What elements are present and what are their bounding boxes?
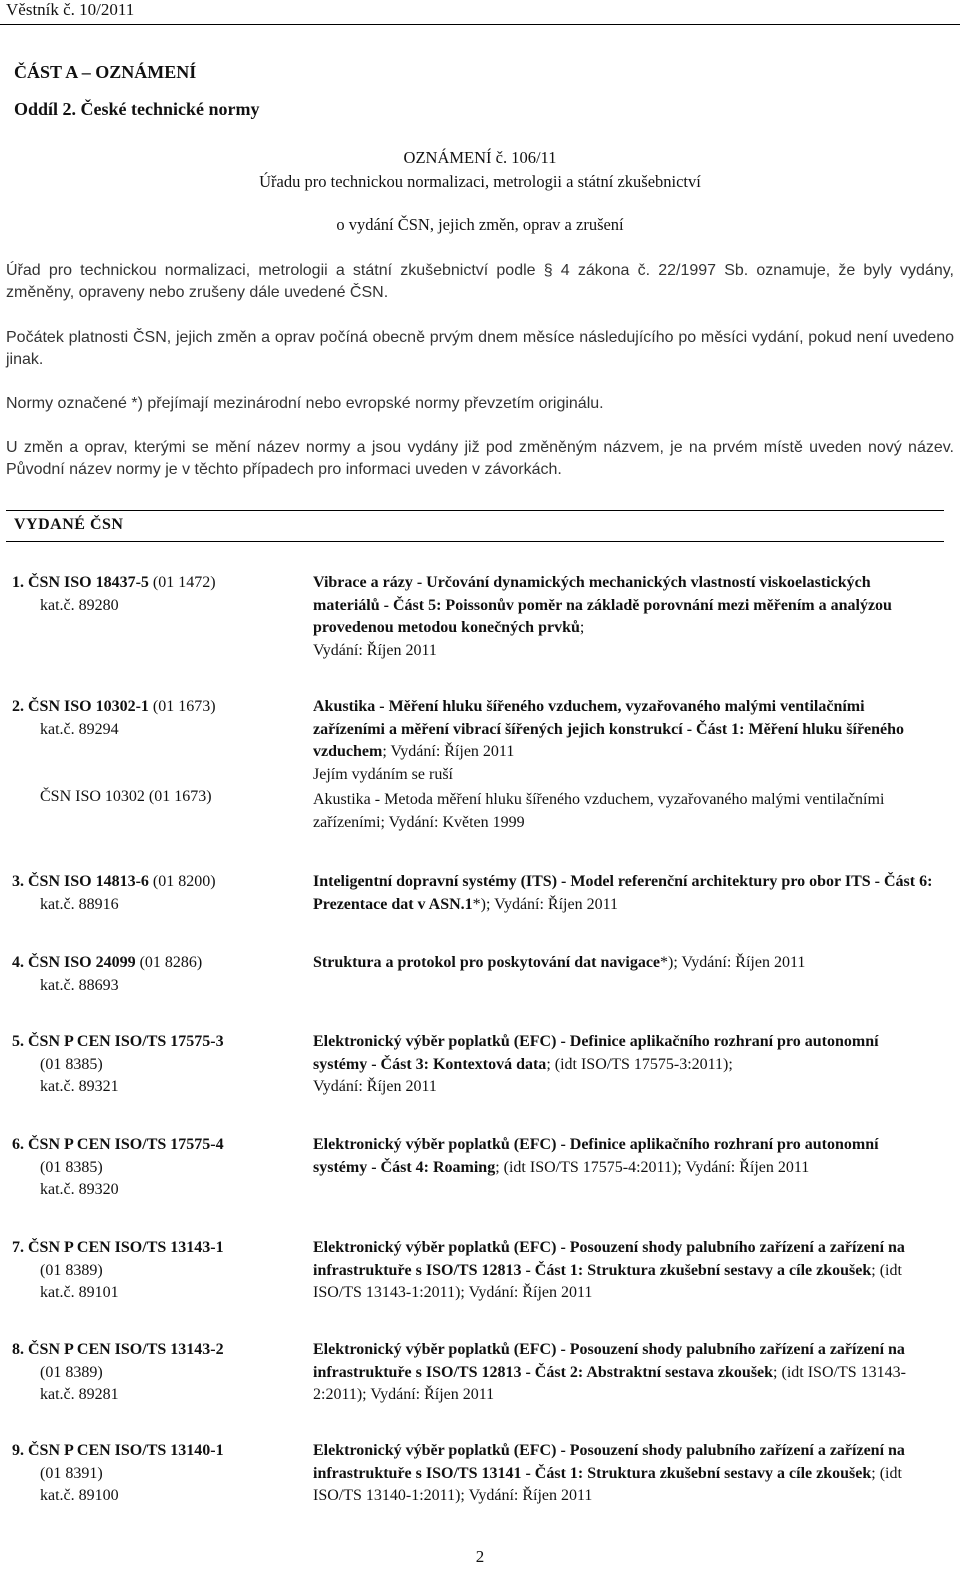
catalog-number: kat.č. 89280 (40, 596, 119, 614)
entry-identifier (12, 1237, 302, 1305)
standard-title: Elektronický výběr poplatků (EFC) - Definice aplikačního rozhraní pro autonomní systémy - Část 3: Kontextová data (313, 1033, 879, 1073)
entry-identifier (12, 1031, 302, 1099)
classification-code: (01 8391) (40, 1464, 103, 1482)
catalog-number: kat.č. 88916 (40, 895, 119, 913)
entry-description (313, 1440, 933, 1508)
page-number: 2 (475, 1547, 485, 1566)
standard-issue-info: ; (579, 619, 585, 636)
entry-description (313, 696, 933, 834)
standard-issue-info: ; (idt ISO/TS 13140-1:2011); Vydání: Říjen 2011 (313, 1464, 902, 1504)
entry-identifier (12, 1339, 302, 1407)
catalog-number: kat.č. 88693 (40, 976, 119, 994)
classification-code: (01 8286) (135, 954, 203, 971)
renaming-paragraph: U změn a oprav, kterými se mění název normy a jsou vydány již pod změněným názvem, je na prvém místě uveden nový název. Původní název normy je v těchto případech pro informaci uveden v závorkách. (6, 439, 954, 478)
standard-number: 5. ČSN P CEN ISO/TS 17575-3 (12, 1033, 224, 1050)
standard-issue-info: *); Vydání: Říjen 2011 (472, 895, 618, 913)
classification-code: (01 8385) (40, 1158, 103, 1176)
classification-code: (01 1673) (148, 698, 216, 715)
section-title: Oddíl 2. České technické normy (14, 99, 260, 119)
standard-number: 3. ČSN ISO 14813-6 (12, 873, 149, 890)
classification-code: (01 1472) (148, 574, 216, 591)
entry-description (313, 1031, 933, 1099)
entry-identifier (12, 696, 302, 809)
notice-authority: Úřadu pro technickou normalizaci, metrologii a státní zkušebnictví (259, 172, 701, 191)
standard-title: Inteligentní dopravní systémy (ITS) - Model referenční architektury pro obor ITS - Část 6: Prezentace dat v ASN.1 (313, 873, 933, 913)
classification-code: (01 8200) (148, 873, 216, 890)
standard-number: 7. ČSN P CEN ISO/TS 13143-1 (12, 1239, 224, 1256)
standard-issue-info: *); Vydání: Říjen 2011 (660, 954, 806, 971)
cancelled-standard-title: Akustika - Metoda měření hluku šířeného vzduchem, vyzařovaného malými ventilačními zařízeními; Vydání: Květen 1999 (313, 791, 885, 831)
entry-description (313, 1237, 933, 1305)
standard-title: Elektronický výběr poplatků (EFC) - Posouzení shody palubního zařízení a zařízení na infrastruktuře s ISO/TS 13141 - Část 1: Struktura zkušební sestavy a cíle zkoušek (313, 1442, 905, 1482)
notice-number: OZNÁMENÍ č. 106/11 (403, 148, 557, 167)
entry-identifier (12, 952, 302, 997)
journal-header-title: Věstník č. 10/2011 (6, 0, 135, 19)
standard-title: Struktura a protokol pro poskytování dat navigace (313, 954, 661, 971)
catalog-number: kat.č. 89100 (40, 1487, 119, 1504)
standard-number: 1. ČSN ISO 18437-5 (12, 574, 149, 591)
standard-title: Elektronický výběr poplatků (EFC) - Posouzení shody palubního zařízení a zařízení na infrastruktuře s ISO/TS 12813 - Část 2: Abstraktní sestava zkoušek (313, 1341, 905, 1381)
issue-date: Vydání: Říjen 2011 (313, 1078, 437, 1095)
entry-description (313, 871, 933, 916)
classification-code: (01 8385) (40, 1055, 103, 1073)
section-rule-top (6, 510, 944, 511)
standard-title: Elektronický výběr poplatků (EFC) - Posouzení shody palubního zařízení a zařízení na infrastruktuře s ISO/TS 12813 - Část 1: Struktura zkušební sestavy a cíle zkoušek (313, 1239, 905, 1279)
cancelled-standard-number: ČSN ISO 10302 (01 1673) (40, 788, 212, 805)
classification-code: (01 8389) (40, 1363, 103, 1381)
intro-paragraph: Úřad pro technickou normalizaci, metrologii a státní zkušebnictví podle § 4 zákona č. 22/1997 Sb. oznamuje, že byly vydány, změněny, opraveny nebo zrušeny dále uvedené ČSN. (6, 262, 954, 301)
entry-identifier (12, 1440, 302, 1508)
validity-paragraph: Počátek platnosti ČSN, jejich změn a oprav počíná obecně prvým dnem měsíce následujícího po měsíci vydání, pokud není uvedeno jinak. (6, 329, 954, 368)
adoption-paragraph: Normy označené *) přejímají mezinárodní nebo evropské normy převzetím originálu. (6, 395, 604, 412)
part-title: ČÁST A – OZNÁMENÍ (14, 62, 197, 82)
catalog-number: kat.č. 89281 (40, 1386, 119, 1403)
entry-description (313, 1339, 933, 1407)
standard-issue-info: ; (idt ISO/TS 17575-4:2011); Vydání: Říjen 2011 (495, 1158, 810, 1176)
classification-code: (01 8389) (40, 1261, 103, 1279)
entry-identifier (12, 572, 302, 617)
entry-identifier (12, 871, 302, 916)
catalog-number: kat.č. 89321 (40, 1078, 119, 1095)
entry-description (313, 1134, 933, 1179)
standard-number: 4. ČSN ISO 24099 (12, 954, 136, 971)
catalog-number: kat.č. 89320 (40, 1181, 119, 1198)
standard-number: 9. ČSN P CEN ISO/TS 13140-1 (12, 1442, 224, 1459)
standard-number: 2. ČSN ISO 10302-1 (12, 698, 149, 715)
standard-issue-info: ; (idt ISO/TS 13143-2:2011); Vydání: Říjen 2011 (313, 1363, 906, 1403)
catalog-number: kat.č. 89101 (40, 1284, 119, 1301)
standard-issue-info: ; Vydání: Říjen 2011 (382, 743, 515, 760)
cancellation-note: Jejím vydáním se ruší (313, 765, 453, 783)
entry-description (313, 572, 933, 662)
catalog-number: kat.č. 89294 (40, 720, 119, 738)
section-rule-bottom (6, 541, 944, 542)
standard-number: 8. ČSN P CEN ISO/TS 13143-2 (12, 1341, 224, 1358)
standard-issue-info: ; (idt ISO/TS 17575-3:2011); (546, 1055, 733, 1073)
entry-description (313, 952, 933, 975)
notice-subject: o vydání ČSN, jejich změn, oprav a zrušení (336, 215, 624, 234)
standard-title: Akustika - Měření hluku šířeného vzduchem, vyzařovaného malými ventilačními zařízeními a měření vibrací šířených jejich konstrukcí - Část 1: Měření hluku šířeného vzduchem (313, 698, 905, 760)
issue-date: Vydání: Říjen 2011 (313, 641, 437, 659)
standard-number: 6. ČSN P CEN ISO/TS 17575-4 (12, 1136, 224, 1153)
standard-issue-info: ; (idt ISO/TS 13143-1:2011); Vydání: Říjen 2011 (313, 1261, 902, 1301)
issued-heading: VYDANÉ ČSN (14, 516, 124, 533)
header-rule (0, 24, 960, 25)
standard-title: Elektronický výběr poplatků (EFC) - Definice aplikačního rozhraní pro autonomní systémy - Část 4: Roaming (313, 1136, 879, 1176)
standard-title: Vibrace a rázy - Určování dynamických mechanických vlastností viskoelastických materiálů - Část 5: Poissonův poměr na základě porovnání mezi měřením a analýzou provedenou metodou konečných prvků (313, 574, 892, 636)
entry-identifier (12, 1134, 302, 1202)
